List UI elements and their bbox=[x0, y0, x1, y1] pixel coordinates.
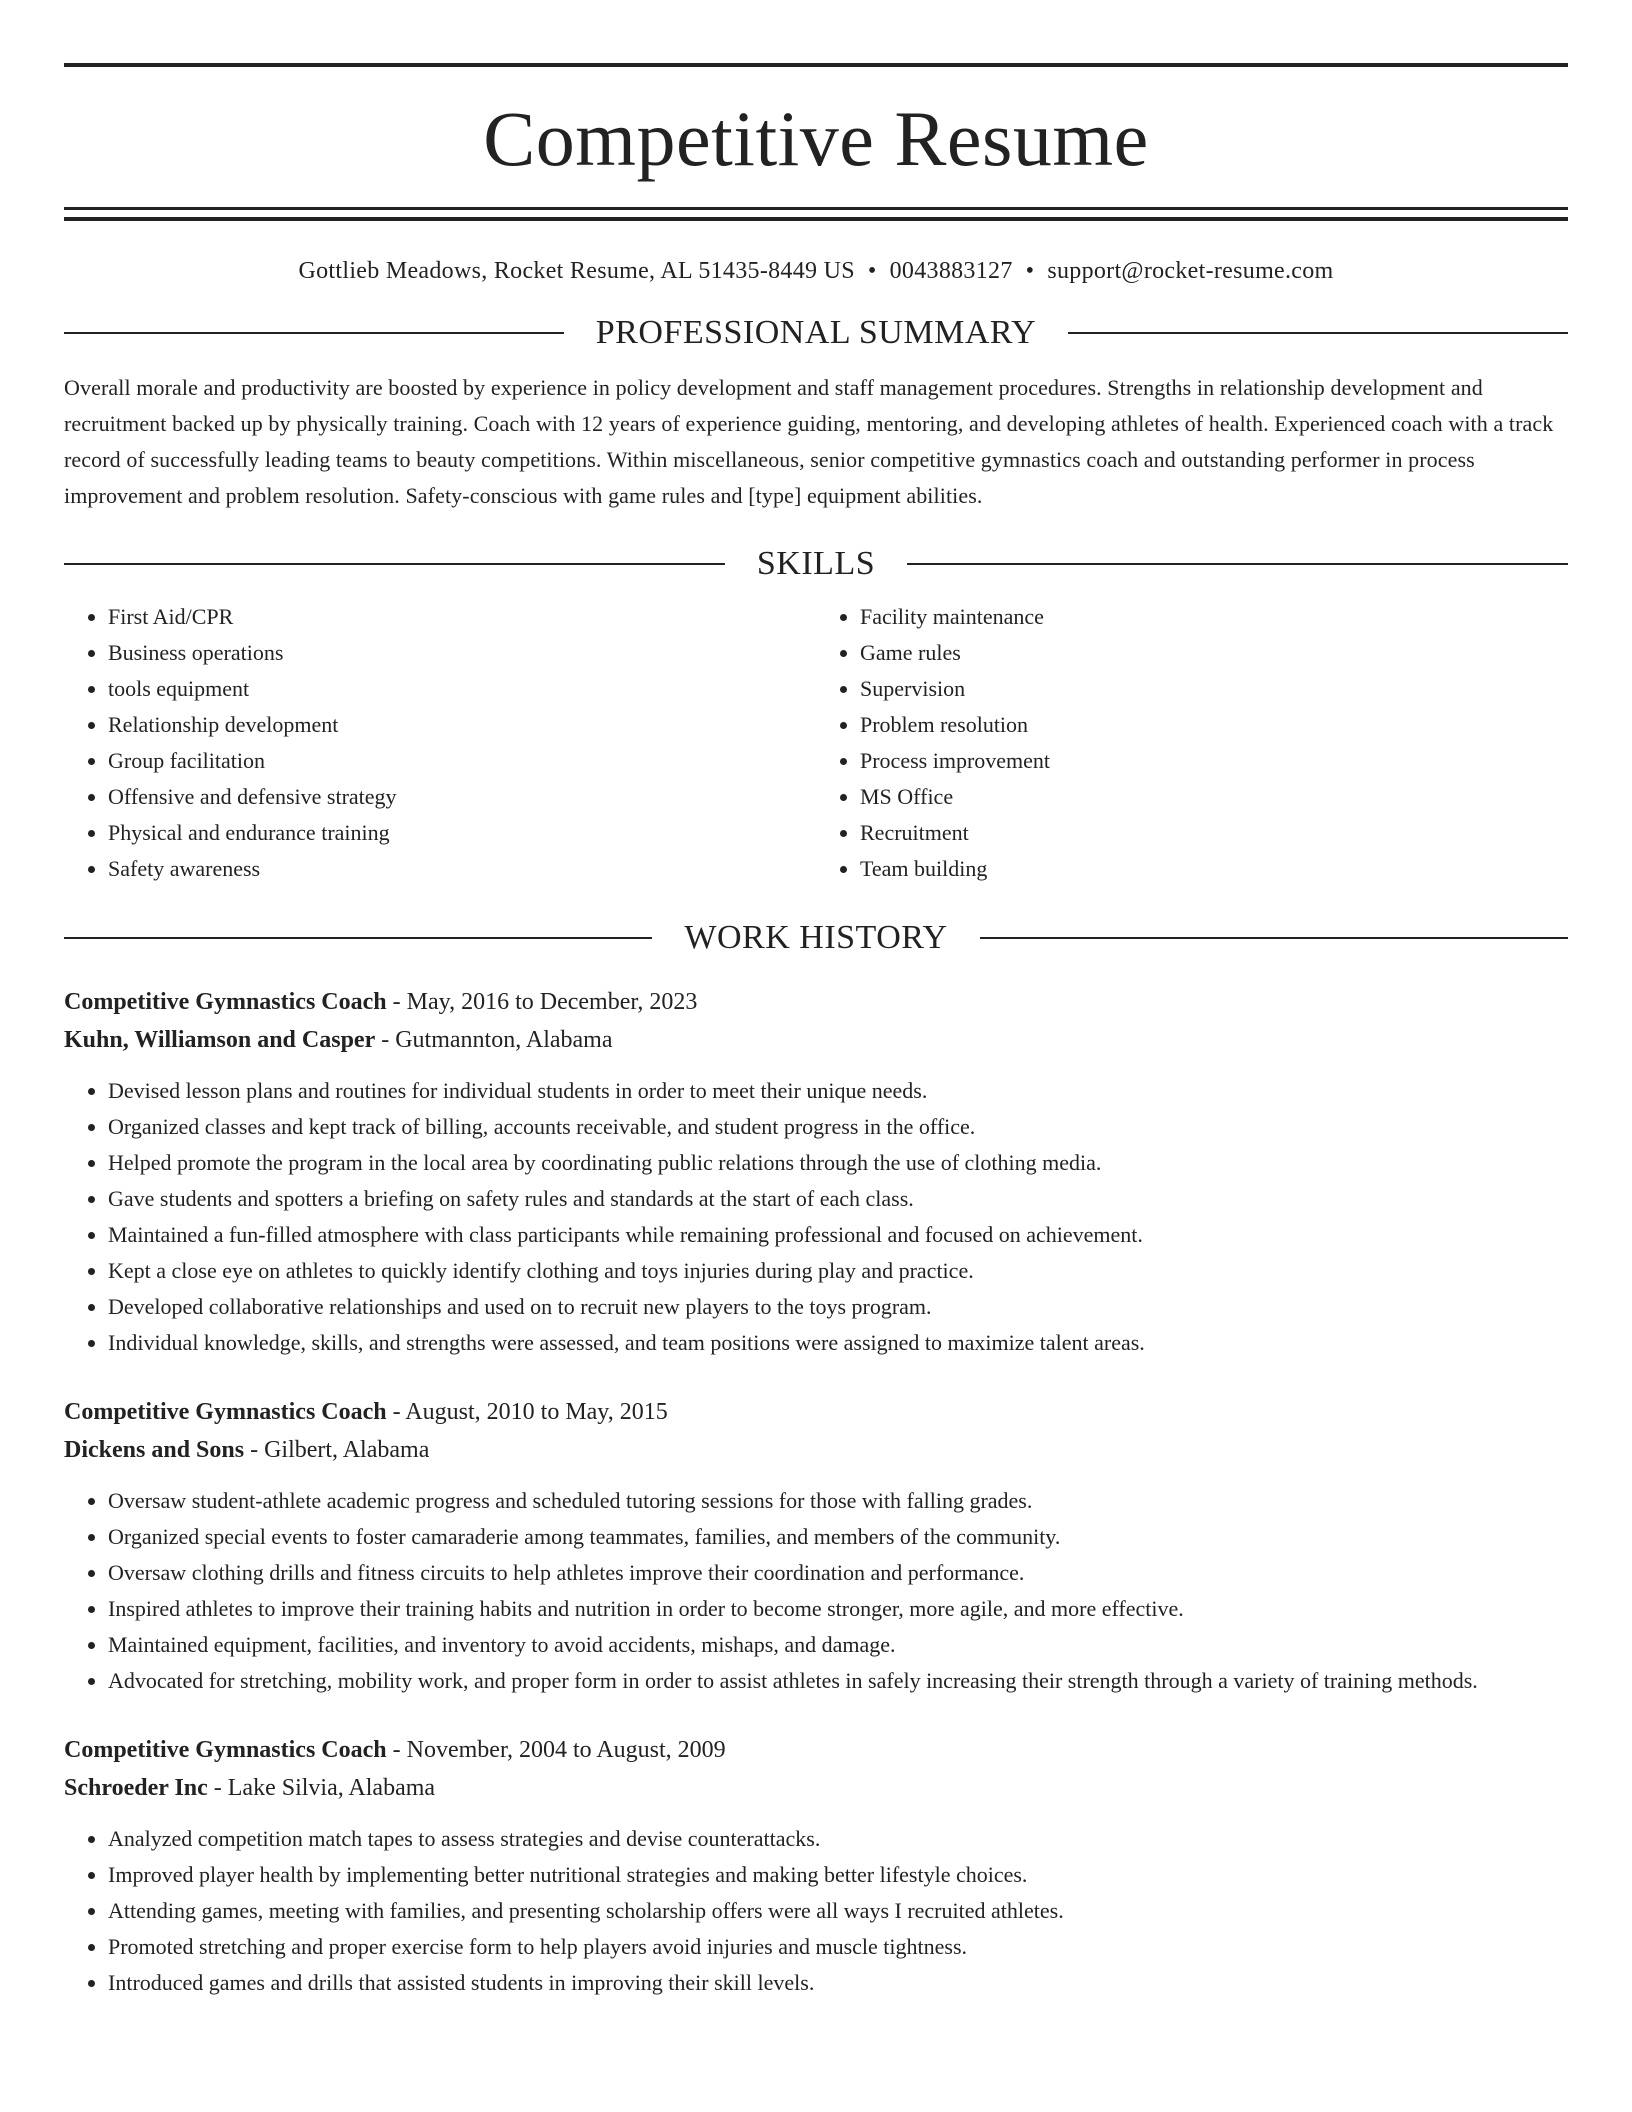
section-heading-label: PROFESSIONAL SUMMARY bbox=[595, 313, 1037, 351]
skill-item: • Process improvement bbox=[860, 743, 1568, 779]
skill-item: • Physical and endurance training bbox=[108, 815, 816, 851]
skill-item: • Facility maintenance bbox=[860, 599, 1568, 635]
section-heading-label: SKILLS bbox=[756, 544, 876, 582]
skills-column-left bbox=[64, 599, 816, 887]
top-rule bbox=[64, 63, 1568, 67]
job-bullet: • Attending games, meeting with families, and presenting scholarship offers were all ways I recruited athletes. bbox=[108, 1893, 1568, 1929]
skill-item: • MS Office bbox=[860, 779, 1568, 815]
job-dates: - May, 2016 to December, 2023 bbox=[386, 988, 698, 1015]
heading-rule bbox=[907, 563, 1568, 565]
job-company: Kuhn, Williamson and Casper bbox=[64, 1026, 376, 1053]
job-entry bbox=[64, 1393, 1568, 1699]
job-bullet: • Oversaw clothing drills and fitness circuits to help athletes improve their coordination and performance. bbox=[108, 1555, 1568, 1591]
job-bullet: • Promoted stretching and proper exercise form to help players avoid injuries and muscle tightness. bbox=[108, 1929, 1568, 1965]
job-bullet: • Organized classes and kept track of billing, accounts receivable, and student progress in the office. bbox=[108, 1109, 1568, 1145]
job-bullet: • Helped promote the program in the local area by coordinating public relations through the use of clothing media. bbox=[108, 1145, 1568, 1181]
contact-separator: • bbox=[1025, 258, 1035, 284]
skill-item: • Business operations bbox=[108, 635, 816, 671]
skill-item: • Supervision bbox=[860, 671, 1568, 707]
job-location: - Lake Silvia, Alabama bbox=[207, 1774, 436, 1801]
section-heading-work bbox=[64, 918, 1568, 956]
section-heading-skills bbox=[64, 544, 1568, 582]
job-bullet: • Individual knowledge, skills, and strengths were assessed, and team positions were assigned to maximize talent areas. bbox=[108, 1325, 1568, 1361]
job-dates: - August, 2010 to May, 2015 bbox=[386, 1398, 668, 1425]
skill-item: • Recruitment bbox=[860, 815, 1568, 851]
job-bullet: • Devised lesson plans and routines for individual students in order to meet their unique needs. bbox=[108, 1073, 1568, 1109]
job-bullet: • Organized special events to foster camaraderie among teammates, families, and members of the community. bbox=[108, 1519, 1568, 1555]
contact-phone: 0043883127 bbox=[889, 258, 1013, 284]
job-bullet: • Analyzed competition match tapes to assess strategies and devise counterattacks. bbox=[108, 1821, 1568, 1857]
skill-item: • Problem resolution bbox=[860, 707, 1568, 743]
job-bullets bbox=[64, 1821, 1568, 2001]
job-entry bbox=[64, 983, 1568, 1361]
job-title-line bbox=[64, 1393, 1568, 1431]
contact-email: support@rocket-resume.com bbox=[1047, 258, 1334, 284]
job-bullet: • Improved player health by implementing better nutritional strategies and making better lifestyle choices. bbox=[108, 1857, 1568, 1893]
skill-item: • Game rules bbox=[860, 635, 1568, 671]
job-entry bbox=[64, 1731, 1568, 2001]
contact-address: Gottlieb Meadows, Rocket Resume, AL 51435-8449 US bbox=[298, 258, 855, 284]
job-location: - Gilbert, Alabama bbox=[244, 1436, 430, 1463]
job-title-line bbox=[64, 1731, 1568, 1769]
job-bullets bbox=[64, 1073, 1568, 1361]
job-title: Competitive Gymnastics Coach bbox=[64, 988, 387, 1015]
heading-rule bbox=[64, 563, 725, 565]
job-title: Competitive Gymnastics Coach bbox=[64, 1736, 387, 1763]
job-company-line bbox=[64, 1769, 1568, 1807]
job-bullet: • Oversaw student-athlete academic progress and scheduled tutoring sessions for those with falling grades. bbox=[108, 1483, 1568, 1519]
contact-line bbox=[64, 257, 1568, 286]
skill-item: • Safety awareness bbox=[108, 851, 816, 887]
job-company-line bbox=[64, 1021, 1568, 1059]
job-bullet: • Kept a close eye on athletes to quickly identify clothing and toys injuries during play and practice. bbox=[108, 1253, 1568, 1289]
summary-text: Overall morale and productivity are boosted by experience in policy development and staff management procedures. Strengths in relationship development and recruitment backed up by physically training. Coach with 12 years of experience guiding, mentoring, and developing athletes of health. Experienced coach with a track record of successfully leading teams to beauty competitions. Within miscellaneous, senior competitive gymnastics coach and outstanding performer in process improvement and problem resolution. Safety-conscious with game rules and [type] equipment abilities. bbox=[64, 374, 1554, 508]
resume-page bbox=[64, 0, 1568, 2001]
section-heading-label: WORK HISTORY bbox=[684, 918, 948, 956]
job-bullet: • Inspired athletes to improve their training habits and nutrition in order to become stronger, more agile, and more effective. bbox=[108, 1591, 1568, 1627]
skill-item: • Group facilitation bbox=[108, 743, 816, 779]
job-company-line bbox=[64, 1431, 1568, 1469]
job-bullet: • Maintained a fun-filled atmosphere with class participants while remaining professional and focused on achievement. bbox=[108, 1217, 1568, 1253]
heading-rule bbox=[1068, 332, 1568, 334]
job-company: Dickens and Sons bbox=[64, 1436, 245, 1463]
skill-item: • Offensive and defensive strategy bbox=[108, 779, 816, 815]
job-title-line bbox=[64, 983, 1568, 1021]
contact-separator: • bbox=[867, 258, 877, 284]
heading-rule bbox=[980, 937, 1568, 939]
section-heading-summary bbox=[64, 313, 1568, 351]
heading-rule bbox=[64, 332, 564, 334]
job-bullet: • Maintained equipment, facilities, and inventory to avoid accidents, mishaps, and damage. bbox=[108, 1627, 1568, 1663]
job-bullet: • Developed collaborative relationships and used on to recruit new players to the toys program. bbox=[108, 1289, 1568, 1325]
skills-column-right bbox=[816, 599, 1568, 887]
job-dates: - November, 2004 to August, 2009 bbox=[386, 1736, 726, 1763]
resume-title: Competitive Resume bbox=[483, 95, 1149, 182]
title-double-rule bbox=[64, 207, 1568, 221]
job-bullet: • Introduced games and drills that assisted students in improving their skill levels. bbox=[108, 1965, 1568, 2001]
job-bullets bbox=[64, 1483, 1568, 1699]
skill-item: • Team building bbox=[860, 851, 1568, 887]
job-company: Schroeder Inc bbox=[64, 1774, 208, 1801]
job-location: - Gutmannton, Alabama bbox=[375, 1026, 613, 1053]
skills-list bbox=[64, 599, 1568, 887]
skill-item: • First Aid/CPR bbox=[108, 599, 816, 635]
skill-item: • tools equipment bbox=[108, 671, 816, 707]
heading-rule bbox=[64, 937, 652, 939]
job-bullet: • Advocated for stretching, mobility work, and proper form in order to assist athletes in safely increasing their strength through a variety of training methods. bbox=[108, 1663, 1568, 1699]
job-title: Competitive Gymnastics Coach bbox=[64, 1398, 387, 1425]
skill-item: • Relationship development bbox=[108, 707, 816, 743]
job-bullet: • Gave students and spotters a briefing on safety rules and standards at the start of each class. bbox=[108, 1181, 1568, 1217]
